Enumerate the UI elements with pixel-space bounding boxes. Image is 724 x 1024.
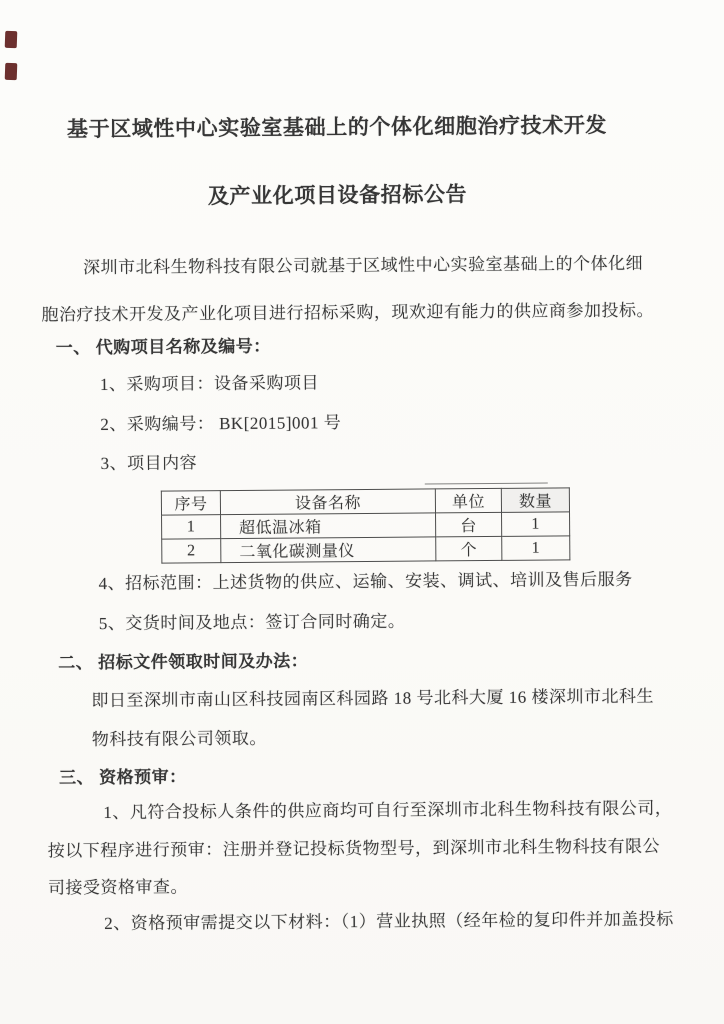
cell-seq-no: 1	[162, 515, 221, 539]
section-1-heading-text: 代购项目名称及编号：	[95, 336, 271, 358]
section-3-paragraph-1-line-2: 按以下程序进行预审：注册并登记投标货物型号，到深圳市北科生物科技有限公	[47, 836, 661, 861]
section-3-paragraph-2-line-1: 2、资格预审需提交以下材料：（1）营业执照（经年检的复印件并加盖投标	[104, 909, 674, 934]
cell-unit: 个	[436, 536, 502, 561]
section-3-heading-text: 资格预审：	[99, 767, 187, 788]
section-1-marker: 一、	[55, 338, 91, 358]
section-3-paragraph-1-line-1: 1、凡符合投标人条件的供应商均可自行至深圳市北科生物科技有限公司，	[103, 798, 673, 823]
equipment-table-header-row	[161, 488, 569, 515]
cell-quantity: 1	[502, 536, 570, 561]
section-1-heading	[56, 334, 271, 362]
document-title-line-1: 基于区域性中心实验室基础上的个体化细胞治疗技术开发	[66, 113, 608, 142]
section-1-item-3: 3、项目内容	[100, 453, 198, 474]
section-2-body-line-1: 即日至深圳市南山区科技园南区科园路 18 号北科大厦 16 楼深圳市北科生	[91, 686, 655, 711]
section-2-heading-text: 招标文件领取时间及办法：	[98, 651, 309, 673]
section-2-body-line-2: 物科技有限公司领取。	[91, 728, 267, 750]
intro-paragraph-line-1: 深圳市北科生物科技有限公司就基于区域性中心实验室基础上的个体化细	[82, 253, 644, 278]
header-seq-no: 序号	[161, 491, 220, 515]
cell-seq-no: 2	[162, 539, 221, 563]
section-1-item-4: 4、招标范围：上述货物的供应、运输、安装、调试、培训及售后服务	[98, 569, 633, 594]
section-1-item-5: 5、交货时间及地点：签订合同时确定。	[98, 611, 406, 634]
header-quantity: 数量	[501, 488, 569, 513]
header-unit: 单位	[435, 488, 501, 513]
document-title-line-2: 及产业化项目设备招标公告	[207, 182, 468, 209]
cell-equipment-name: 二氧化碳测量仪	[221, 537, 436, 563]
table-top-scan-artifact-line	[425, 483, 548, 485]
section-3-paragraph-1-line-3: 司接受资格审查。	[47, 877, 189, 898]
table-row	[162, 536, 570, 563]
equipment-table	[161, 487, 571, 563]
section-3-marker: 三、	[59, 768, 95, 788]
section-1-item-2: 2、采购编号： BK[2015]001 号	[100, 413, 342, 435]
section-1-item-1: 1、采购项目：设备采购项目	[99, 373, 320, 395]
cell-unit: 台	[436, 512, 502, 537]
section-3-heading	[59, 764, 187, 791]
section-2-marker: 二、	[58, 653, 94, 673]
cell-quantity: 1	[502, 512, 570, 537]
section-2-heading	[58, 648, 308, 676]
cell-equipment-name: 超低温冰箱	[221, 513, 436, 539]
table-row	[162, 512, 570, 539]
header-equipment-name: 设备名称	[220, 489, 435, 515]
intro-paragraph-line-2: 胞治疗技术开发及产业化项目进行招标采购，现欢迎有能力的供应商参加投标。	[41, 300, 654, 325]
